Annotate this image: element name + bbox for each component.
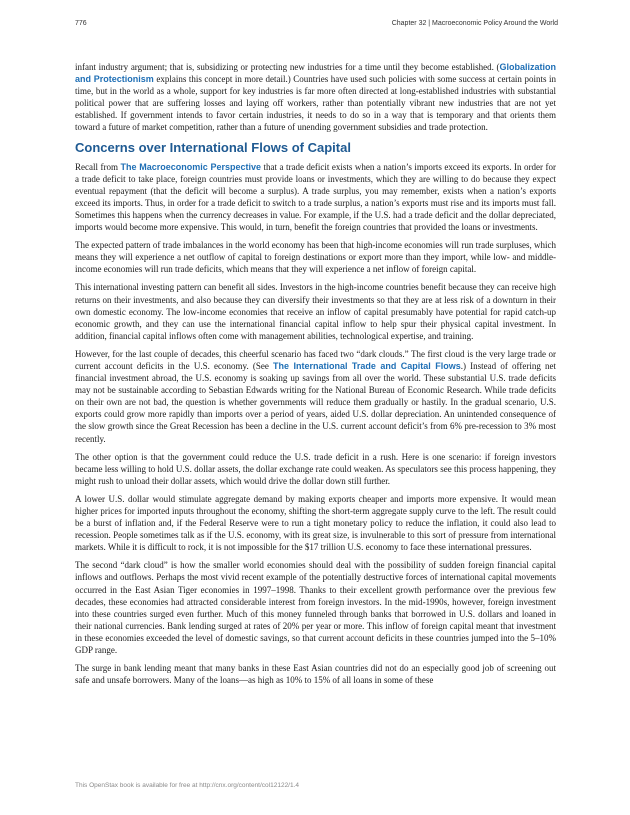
section-heading: Concerns over International Flows of Capital (75, 139, 351, 155)
page-number: 776 (75, 20, 87, 27)
page-header (75, 20, 558, 32)
paragraph-1 (75, 61, 556, 134)
paragraph-5-text-b: .) Instead of offering net financial investment abroad, the U.S. economy is soaking up savings from all over the world. These substantial U.S. trade deficits may not be sustainable according to Sebastian Edwards writing for the National Bureau of Economic Research. While trade deficits on their own are not bad, the question is whether governments will reduce them gradually or hastily. In the gradual scenario, U.S. exports could grow more rapidly than imports over a period of years, aided U.S. dollar depreciation. An unintended consequence of the slow growth since the Great Recession has been a decline in the U.S. current account deficit’s from 6% pre-recession to 3% most recently. (75, 360, 557, 444)
link-globalization-and-protectionism[interactable]: Globalization and Protectionism (75, 62, 556, 85)
chapter-title: Chapter 32 | Macroeconomic Policy Around the World (391, 20, 558, 27)
paragraph-2 (75, 161, 556, 234)
paragraph-4: This international investing pattern can benefit all sides. Investors in the high-income countries benefit because they can receive high returns on their investments, and also because they can diversify their investments so that they are at less risk of a downturn in their own domestic economy. The low-income economies that receive an inflow of capital presumably have potential for rapid catch-up economic growth, and they can use the international financial capital inflow to help spur their physical capital investment. In addition, financial capital inflows often come with management abilities, technological expertise, and training. (75, 282, 556, 341)
link-international-trade-and-capital-flows[interactable]: The International Trade and Capital Flows (273, 360, 461, 371)
link-macroeconomic-perspective[interactable]: The Macroeconomic Perspective (120, 161, 261, 172)
paragraph-8: The second “dark cloud” is how the smaller world economies should deal with the possibility of sudden foreign financial capital inflows and outflows. Perhaps the most vivid recent example of the potentially destructive forces of international capital movements occurred in the East Asian Tiger economies in 1997–1998. Thanks to their excellent growth performance over the previous few decades, these economies had attracted considerable interest from foreign investors. In the mid-1990s, however, foreign investment into these countries surged even further. Much of this money funneled through banks that borrowed in U.S. dollars and loaned in their national currencies. Bank lending surged at rates of 20% per year or more. This inflow of foreign capital meant that investment in these economies exceeded the level of domestic savings, so that current account deficits in these countries jumped into the 5–10% GDP range. (75, 560, 556, 656)
paragraph-9: The surge in bank lending meant that many banks in these East Asian countries did not do an especially good job of screening out safe and unsafe borrowers. Many of the loans—as high as 10% to 15% of all loans in some of these (75, 663, 556, 686)
paragraph-7: A lower U.S. dollar would stimulate aggregate demand by making exports cheaper and imports more expensive. It would mean higher prices for imported inputs throughout the economy, shifting the short-term aggregate supply curve to the left. The result could be a burst of inflation and, if the Federal Reserve were to run a tight monetary policy to reduce the inflation, it could also lead to recession. People sometimes talk as if the U.S. economy, with its great size, is invulnerable to this sort of pressure from international markets. While it is difficult to rock, it is not impossible for the $17 trillion U.S. economy to face these international pressures. (75, 493, 556, 553)
paragraph-6: The other option is that the government could reduce the U.S. trade deficit in a rush. Here is one scenario: if foreign investors became less willing to hold U.S. dollar assets, the dollar exchange rate could weaken. As speculators see this process happening, they might rush to unload their dollar assets, which would drive the dollar down still further. (75, 451, 556, 486)
paragraph-2-text-a: Recall from (75, 161, 121, 172)
paragraph-2-text-b: that a trade deficit exists when a nation’s imports exceed its exports. In order for a trade deficit to take place, foreign countries must provide loans or investments, which they are willing to do because they expect eventual repayment (that the deficit will become a surplus). A trade surplus, you may remember, exists when a nation’s exports exceed its imports. Thus, in order for a trade deficit to switch to a trade surplus, a nation’s exports must rise and its imports must fall. Sometimes this happens when the currency decreases in value. For example, if the U.S. had a trade deficit and the dollar depreciated, imports would become more expensive. This would, in turn, benefit the foreign countries that provided the loans or investments. (75, 161, 556, 233)
paragraph-3: The expected pattern of trade imbalances in the world economy has been that high-income economies will run trade surpluses, which means they will experience a net outflow of capital to foreign destinations or export more than they import, while low- and middle-income economies will run trade deficits, which means that they will experience a net inflow of foreign capital. (75, 240, 556, 275)
body-text (75, 61, 556, 692)
paragraph-5 (75, 348, 556, 445)
paragraph-1-text-a: infant industry argument; that is, subsidizing or protecting new industries for a time until they become established. ( (75, 62, 500, 72)
paragraph-1-text-b: explains this concept in more detail.) Countries have used such policies with some success at certain points in time, but in the world as a whole, support for key industries is far more often directed at long-established industries with substantial political power that are suffering losses and laying off workers, rather than potentially vibrant new industries that are not yet established. If government intends to favor certain industries, it needs to do so in a way that is temporary and that orients them toward a future of market competition, rather than a future of unending government subsidies and trade protection. (75, 74, 557, 133)
page-footer: This OpenStax book is available for free at http://cnx.org/content/col12122/1.4 (75, 782, 300, 789)
paragraph-5-text-a: However, for the last couple of decades, this cheerful scenario has faced two “dark clouds.” The first cloud is the very large trade or current account deficits in the U.S. economy. (See (75, 348, 556, 371)
